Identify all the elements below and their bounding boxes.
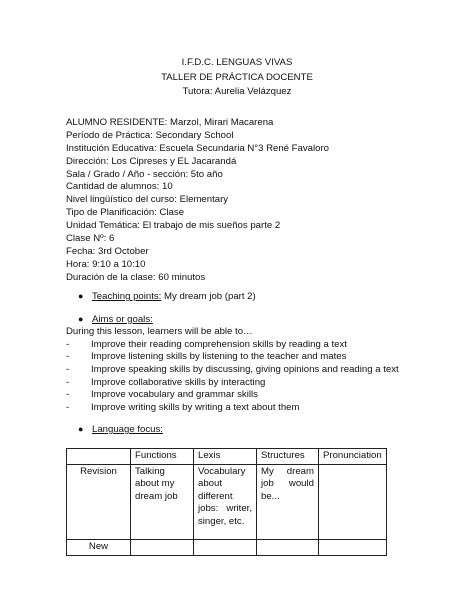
header-cell-lexis: Lexis [194, 449, 257, 465]
info-line-plan-type: Tipo de Planificación: Clase [66, 207, 185, 219]
bullet-icon: ● [78, 314, 84, 324]
cell-lexis-new [194, 539, 257, 555]
language-focus-title [78, 424, 163, 435]
info-line-students: Cantidad de alumnos: 10 [66, 181, 173, 193]
info-line-class-number: Clase Nº: 6 [66, 233, 115, 245]
cell-structures-revision: My dream job would be... [257, 464, 319, 539]
info-line-resident: ALUMNO RESIDENTE: Marzol, Mirari Macarena [66, 117, 274, 128]
cell-functions-revision: Talking about my dream job [131, 464, 194, 539]
cell-lexis-revision: Vocabulary about different jobs: writer, singer, etc. [194, 464, 257, 539]
header-cell-functions: Functions [131, 449, 194, 465]
aims-item: - Improve speaking skills by discussing, giving opinions and reading a text [66, 364, 399, 376]
header-cell-structures: Structures [257, 449, 319, 465]
tutor-line: Tutora: Aurelia Velázquez [182, 86, 292, 97]
dash-marker: - [66, 364, 70, 376]
aims-item: - Improve collaborative skills by interacting [66, 376, 266, 388]
table-row-revision [67, 464, 387, 539]
cell-functions-new [131, 539, 194, 555]
language-focus-table [66, 448, 387, 556]
info-line-date: Fecha: 3rd October [66, 245, 149, 257]
document-header [0, 56, 474, 100]
info-line-duration: Duración de la clase: 60 minutos [66, 271, 206, 283]
workshop-title: TALLER DE PRÁCTICA DOCENTE [161, 71, 313, 83]
aims-item: - Improve writing skills by writing a text about them [66, 402, 300, 414]
info-line-institution: Institución Educativa: Escuela Secundaria N°3 René Favaloro [66, 142, 330, 154]
aims-item: - Improve their reading comprehension skills by reading a text [66, 338, 347, 350]
header-cell-empty [67, 449, 131, 465]
info-line-time: Hora: 9:10 a 10:10 [66, 258, 146, 270]
language-focus-label: Language focus: [92, 424, 163, 435]
row-label-new: New [67, 539, 131, 555]
aims-item: - Improve listening skills by listening to the teacher and mates [66, 351, 347, 363]
table-header-row [67, 449, 387, 465]
aims-section-title [78, 314, 153, 325]
aims-item: - Improve vocabulary and grammar skills [66, 389, 258, 401]
teaching-points-label: Teaching points: [92, 291, 162, 302]
dash-marker: - [66, 389, 70, 401]
header-cell-pronunciation: Pronunciation [319, 449, 387, 465]
dash-marker: - [66, 338, 70, 350]
bullet-icon: ● [78, 424, 84, 434]
info-line-unit: Unidad Temática: El trabajo de mis sueños parte 2 [66, 220, 281, 232]
bullet-icon: ● [78, 291, 84, 301]
dash-marker: - [66, 402, 70, 414]
institute-name: I.F.D.C. LENGUAS VIVAS [181, 57, 293, 68]
class-info-block [66, 117, 329, 285]
info-line-grade: Sala / Grado / Año - sección: 5to año [66, 168, 223, 180]
info-line-level: Nivel lingüístico del curso: Elementary [66, 194, 229, 206]
info-line-period: Período de Práctica: Secondary School [66, 129, 234, 141]
teaching-points-section [78, 291, 256, 302]
table-row-new [67, 539, 387, 555]
dash-marker: - [66, 351, 70, 363]
aims-intro: During this lesson, learners will be able to… [66, 326, 253, 337]
cell-pronunciation-new [319, 539, 387, 555]
aims-list [66, 326, 399, 415]
aims-label: Aims or goals: [92, 314, 153, 325]
cell-pronunciation-revision [319, 464, 387, 539]
teaching-points-value: My dream job (part 2) [161, 291, 256, 302]
row-label-revision: Revision [67, 464, 131, 539]
info-line-address: Dirección: Los Cipreses y EL Jacarandá [66, 155, 237, 167]
dash-marker: - [66, 376, 70, 388]
cell-structures-new [257, 539, 319, 555]
